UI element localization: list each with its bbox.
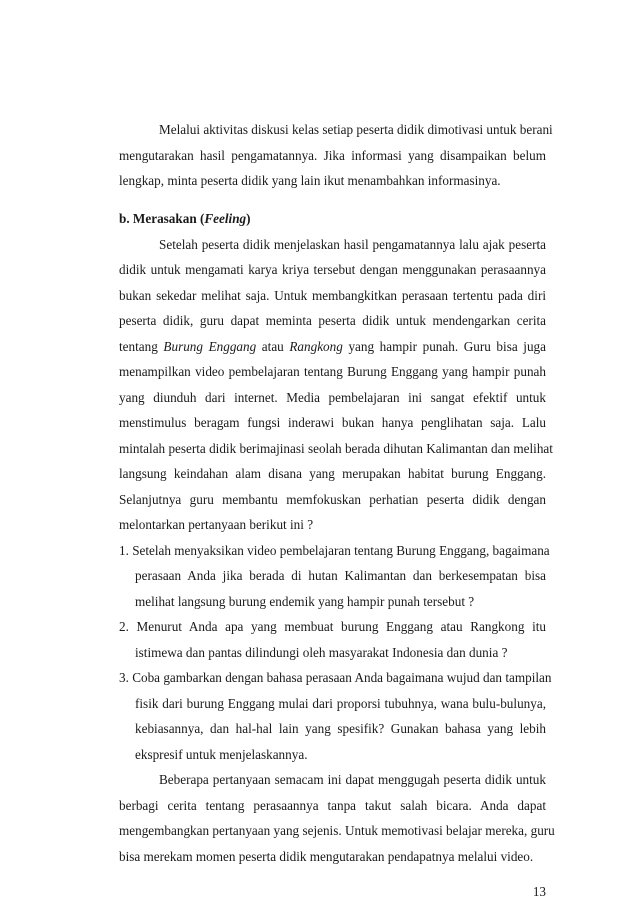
list-item: 2. Menurut Anda apa yang membuat burung Enggang atau Rangkong itu [119,619,546,634]
text-line: bukan sekedar melihat saja. Untuk membangkitkan perasaan tertentu pada diri [119,288,546,303]
text-line: Melalui aktivitas diskusi kelas setiap peserta didik dimotivasi untuk berani [159,122,553,137]
text-line: kebiasannya, dan hal-hal lain yang spesifik? Gunakan bahasa yang lebih [135,721,546,736]
text-line: menampilkan video pembelajaran tentang Burung Enggang yang hampir punah [119,364,546,379]
text-line: langsung keindahan alam disana yang merupakan habitat burung Enggang. [119,466,546,481]
text-line: yang diunduh dari internet. Media pembelajaran ini sangat efektif untuk [119,390,546,405]
text-line: lengkap, minta peserta didik yang lain ikut menambahkan informasinya. [119,173,501,188]
text-line: perasaan Anda jika berada di hutan Kalimantan dan berkesempatan bisa [135,568,546,583]
text-line: tentang Burung Enggang atau Rangkong yang hampir punah. Guru bisa juga [119,339,546,354]
page-number: 13 [532,884,546,899]
text-line: fisik dari burung Enggang mulai dari proporsi tubuhnya, wana bulu-bulunya, [135,696,546,711]
list-item: 1. Setelah menyaksikan video pembelajaran tentang Burung Enggang, bagaimana [119,543,550,558]
text-line: melihat langsung burung endemik yang hampir punah tersebut ? [135,594,475,609]
text-line: mengembangkan pertanyaan yang sejenis. Untuk memotivasi belajar mereka, guru [119,823,555,838]
text-line: melontarkan pertanyaan berikut ini ? [119,517,314,532]
section-heading: b. Merasakan (Feeling) [119,211,251,226]
text-line: menstimulus beragam fungsi inderawi bukan hanya penglihatan saja. Lalu [119,415,546,430]
text-line: mintalah peserta didik berimajinasi seolah berada dihutan Kalimantan dan melihat [119,441,553,456]
text-line: bisa merekam momen peserta didik mengutarakan pendapatnya melalui video. [119,849,534,864]
text-line: Beberapa pertanyaan semacam ini dapat menggugah peserta didik untuk [159,772,546,787]
text-line: berbagi cerita tentang perasaannya tanpa takut salah bicara. Anda dapat [119,798,546,813]
text-line: didik untuk mengamati karya kriya tersebut dengan menggunakan perasaannya [119,262,546,277]
text-line: istimewa dan pantas dilindungi oleh masyarakat Indonesia dan dunia ? [135,645,508,660]
list-item: 3. Coba gambarkan dengan bahasa perasaan Anda bagaimana wujud dan tampilan [119,670,552,685]
text-line: Selanjutnya guru membantu memfokuskan perhatian peserta didik dengan [119,492,546,507]
text-line: ekspresif untuk menjelaskannya. [135,747,308,762]
text-line: peserta didik, guru dapat meminta peserta didik untuk mendengarkan cerita [119,313,546,328]
text-line: mengutarakan hasil pengamatannya. Jika informasi yang disampaikan belum [119,148,546,163]
text-line: Setelah peserta didik menjelaskan hasil pengamatannya lalu ajak peserta [159,237,546,252]
